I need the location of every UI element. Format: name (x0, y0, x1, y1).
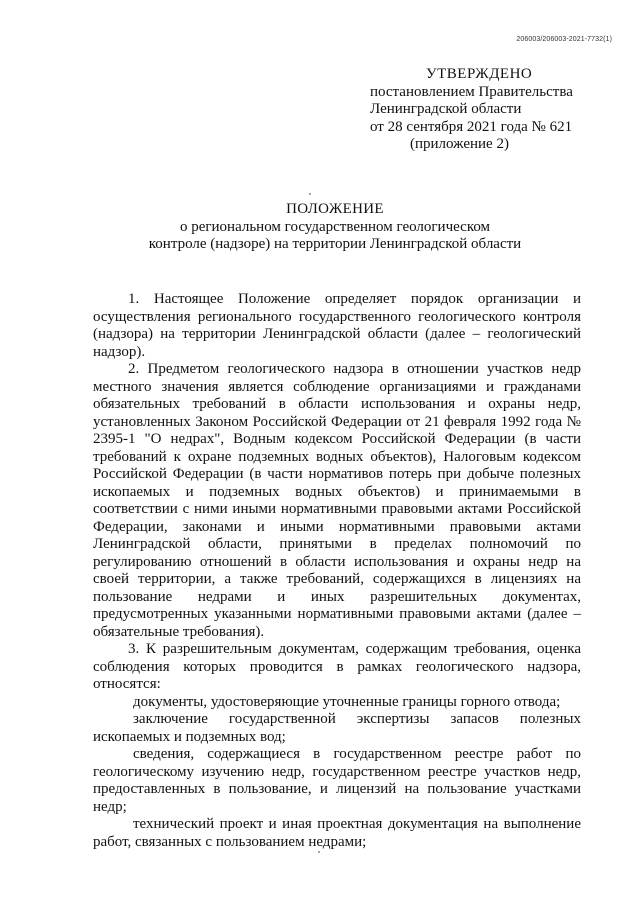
list-item: заключение государственной экспертизы запасов полезных ископаемых и подземных вод; (93, 711, 581, 745)
paragraph-1: 1. Настоящее Положение определяет порядок организации и осуществления регионального государственного геологического контроля (надзора) на территории Ленинградской области (далее – геологический надзор). (93, 291, 581, 360)
heading-subtitle-1: о региональном государственном геологическом (179, 218, 491, 235)
document-body (93, 291, 581, 851)
scan-speck (318, 851, 320, 853)
list-item: сведения, содержащиеся в государственном реестре работ по геологическому изучению недр, государственном реестре участков недр, предоставленных в пользование, и лицензий на пользование участками недр; (93, 746, 581, 815)
approval-line-2: Ленинградской области (370, 101, 522, 117)
heading-subtitle-2: контроле (надзоре) на территории Ленинградской области (148, 236, 522, 252)
scan-speck (309, 193, 311, 195)
heading-title: ПОЛОЖЕНИЕ (286, 201, 384, 217)
approval-title: УТВЕРЖДЕНО (426, 66, 533, 82)
paragraph-2: 2. Предметом геологического надзора в отношении участков недр местного значения является соблюдение организациями и гражданами обязательных требований в области использования и охраны недр, установленных Законом Российской Федерации от 21 февраля 1992 года № 2395-1 "О недрах", Водным кодексом Российской Федерации (в части требований к охране подземных водных объектов), Налоговым кодексом Российской Федерации (в части нормативов потерь при добыче полезных ископаемых и подземных водных объектов) и принимаемыми в соответствии с ними иными нормативными правовыми актами Российской Федерации, законами и иными нормативными правовыми актами Ленинградской области, принятыми в пределах полномочий по регулированию отношений в области использования и охраны недр на своей территории, а также требований, содержащихся в лицензиях на пользование недрами и иных разрешительных документах, предусмотренных указанными нормативными правовыми актами (далее – обязательные требования). (93, 361, 581, 640)
document-id: 206003/206003-2021-7732(1) (516, 36, 612, 43)
approval-line-4: (приложение 2) (410, 136, 509, 152)
list-item: технический проект и иная проектная документация на выполнение работ, связанных с пользованием недрами; (93, 816, 581, 850)
paragraph-3: 3. К разрешительным документам, содержащим требования, оценка соблюдения которых проводится в рамках геологического надзора, относятся: (93, 641, 581, 692)
approval-line-3: от 28 сентября 2021 года № 621 (370, 118, 573, 135)
document-heading (0, 201, 640, 254)
approval-line-1: постановлением Правительства (370, 83, 573, 100)
list-item: документы, удостоверяющие уточненные границы горного отвода; (133, 693, 561, 710)
approval-block (370, 66, 573, 154)
